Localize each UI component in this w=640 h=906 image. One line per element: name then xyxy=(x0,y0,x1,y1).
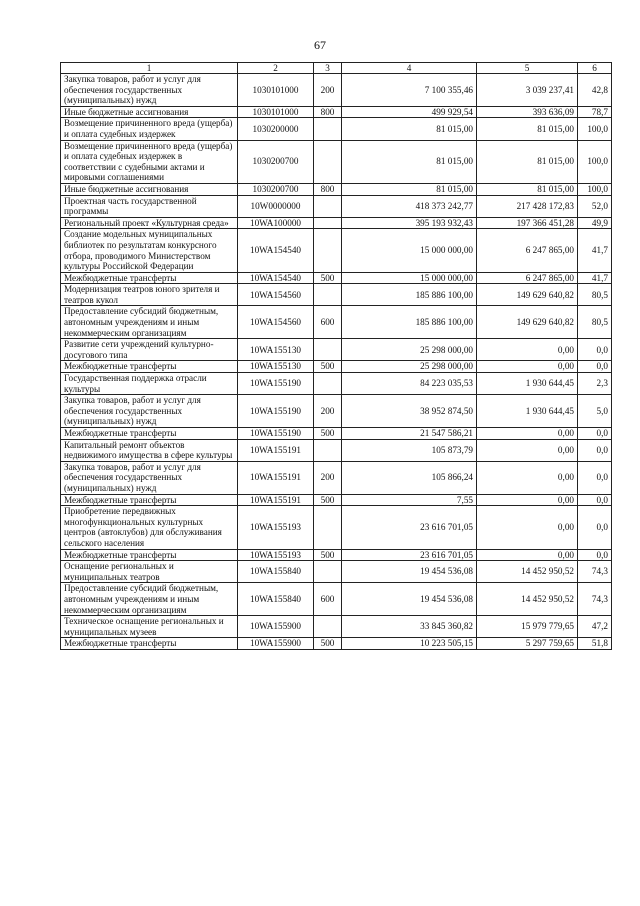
row-fact-amount: 0,00 xyxy=(477,339,578,361)
row-expense-type: 500 xyxy=(314,638,342,650)
table-row xyxy=(61,272,612,284)
table-row xyxy=(61,284,612,306)
row-code: 10WA155900 xyxy=(238,638,314,650)
row-expense-type: 200 xyxy=(314,395,342,428)
row-fact-amount: 0,00 xyxy=(477,361,578,373)
row-percent: 47,2 xyxy=(578,616,612,638)
table-row xyxy=(61,616,612,638)
table-row xyxy=(61,395,612,428)
table-row xyxy=(61,439,612,461)
row-name: Проектная часть государственной программы xyxy=(61,195,238,217)
row-expense-type: 600 xyxy=(314,583,342,616)
row-percent: 0,0 xyxy=(578,494,612,506)
row-expense-type xyxy=(314,140,342,183)
row-code: 10W0000000 xyxy=(238,195,314,217)
row-code: 10WA155190 xyxy=(238,373,314,395)
row-code: 1030101000 xyxy=(238,74,314,107)
row-expense-type: 500 xyxy=(314,361,342,373)
row-name: Межбюджетные трансферты xyxy=(61,361,238,373)
row-plan-amount: 418 373 242,77 xyxy=(342,195,477,217)
row-name: Капитальный ремонт объектов недвижимого имущества в сфере культуры xyxy=(61,439,238,461)
row-code: 10WA154560 xyxy=(238,284,314,306)
row-code: 10WA155190 xyxy=(238,395,314,428)
row-plan-amount: 19 454 536,08 xyxy=(342,583,477,616)
row-fact-amount: 6 247 865,00 xyxy=(477,229,578,272)
row-code: 10WA154540 xyxy=(238,272,314,284)
row-name: Развитие сети учреждений культурно-досугового типа xyxy=(61,339,238,361)
row-name: Региональный проект «Культурная среда» xyxy=(61,217,238,229)
row-code: 10WA155191 xyxy=(238,439,314,461)
table-row xyxy=(61,217,612,229)
row-plan-amount: 81 015,00 xyxy=(342,118,477,140)
row-plan-amount: 38 952 874,50 xyxy=(342,395,477,428)
row-plan-amount: 33 845 360,82 xyxy=(342,616,477,638)
row-fact-amount: 0,00 xyxy=(477,439,578,461)
row-name: Закупка товаров, работ и услуг для обеспечения государственных (муниципальных) нужд xyxy=(61,74,238,107)
row-percent: 42,8 xyxy=(578,74,612,107)
row-name: Техническое оснащение региональных и муниципальных музеев xyxy=(61,616,238,638)
row-percent: 5,0 xyxy=(578,395,612,428)
row-plan-amount: 185 886 100,00 xyxy=(342,284,477,306)
row-expense-type: 500 xyxy=(314,428,342,440)
row-plan-amount: 25 298 000,00 xyxy=(342,339,477,361)
row-plan-amount: 81 015,00 xyxy=(342,183,477,195)
row-fact-amount: 0,00 xyxy=(477,506,578,549)
page-number: 67 xyxy=(314,38,326,52)
table-row xyxy=(61,428,612,440)
row-expense-type xyxy=(314,561,342,583)
row-expense-type: 500 xyxy=(314,494,342,506)
row-code: 1030200700 xyxy=(238,183,314,195)
row-percent: 0,0 xyxy=(578,339,612,361)
row-plan-amount: 395 193 932,43 xyxy=(342,217,477,229)
row-name: Предоставление субсидий бюджетным, автономным учреждениям и иным некоммерческим организациям xyxy=(61,306,238,339)
row-percent: 78,7 xyxy=(578,106,612,118)
row-code: 10WA155190 xyxy=(238,428,314,440)
row-fact-amount: 5 297 759,65 xyxy=(477,638,578,650)
row-fact-amount: 149 629 640,82 xyxy=(477,306,578,339)
row-code: 10WA100000 xyxy=(238,217,314,229)
row-fact-amount: 217 428 172,83 xyxy=(477,195,578,217)
row-name: Приобретение передвижных многофункциональных культурных центров (автоклубов) для обслуживания сельского населения xyxy=(61,506,238,549)
table-row xyxy=(61,361,612,373)
row-fact-amount: 0,00 xyxy=(477,428,578,440)
row-percent: 74,3 xyxy=(578,583,612,616)
column-header: 1 xyxy=(61,63,238,74)
row-expense-type xyxy=(314,339,342,361)
row-fact-amount: 1 930 644,45 xyxy=(477,395,578,428)
row-expense-type xyxy=(314,195,342,217)
table-row xyxy=(61,549,612,561)
table-row xyxy=(61,461,612,494)
row-fact-amount: 149 629 640,82 xyxy=(477,284,578,306)
budget-table xyxy=(60,62,612,650)
row-code: 10WA155840 xyxy=(238,561,314,583)
table-row xyxy=(61,183,612,195)
row-name: Межбюджетные трансферты xyxy=(61,638,238,650)
row-expense-type: 200 xyxy=(314,461,342,494)
row-expense-type: 600 xyxy=(314,306,342,339)
row-plan-amount: 10 223 505,15 xyxy=(342,638,477,650)
row-percent: 100,0 xyxy=(578,140,612,183)
column-number-row xyxy=(61,63,612,74)
row-fact-amount: 6 247 865,00 xyxy=(477,272,578,284)
column-header: 4 xyxy=(342,63,477,74)
row-fact-amount: 3 039 237,41 xyxy=(477,74,578,107)
row-name: Оснащение региональных и муниципальных театров xyxy=(61,561,238,583)
row-fact-amount: 0,00 xyxy=(477,494,578,506)
column-header: 6 xyxy=(578,63,612,74)
table-row xyxy=(61,74,612,107)
table-row xyxy=(61,229,612,272)
row-percent: 74,3 xyxy=(578,561,612,583)
row-plan-amount: 15 000 000,00 xyxy=(342,229,477,272)
row-name: Иные бюджетные ассигнования xyxy=(61,183,238,195)
row-expense-type xyxy=(314,217,342,229)
row-name: Возмещение причиненного вреда (ущерба) и оплата судебных издержек xyxy=(61,118,238,140)
table-row xyxy=(61,118,612,140)
row-expense-type: 500 xyxy=(314,549,342,561)
row-name: Межбюджетные трансферты xyxy=(61,272,238,284)
row-percent: 41,7 xyxy=(578,272,612,284)
row-expense-type xyxy=(314,229,342,272)
row-fact-amount: 393 636,09 xyxy=(477,106,578,118)
table-row xyxy=(61,638,612,650)
row-expense-type xyxy=(314,616,342,638)
row-expense-type: 500 xyxy=(314,272,342,284)
row-code: 1030200000 xyxy=(238,118,314,140)
row-expense-type xyxy=(314,373,342,395)
row-plan-amount: 25 298 000,00 xyxy=(342,361,477,373)
row-percent: 0,0 xyxy=(578,439,612,461)
row-name: Межбюджетные трансферты xyxy=(61,494,238,506)
row-name: Создание модельных муниципальных библиотек по результатам конкурсного отбора, проводимого Министерством культуры Российской Федерации xyxy=(61,229,238,272)
table-row xyxy=(61,506,612,549)
table-row xyxy=(61,106,612,118)
row-fact-amount: 81 015,00 xyxy=(477,118,578,140)
row-expense-type xyxy=(314,284,342,306)
row-plan-amount: 81 015,00 xyxy=(342,140,477,183)
row-fact-amount: 14 452 950,52 xyxy=(477,583,578,616)
column-header: 2 xyxy=(238,63,314,74)
row-name: Предоставление субсидий бюджетным, автономным учреждениям и иным некоммерческим организациям xyxy=(61,583,238,616)
row-plan-amount: 7,55 xyxy=(342,494,477,506)
row-code: 1030200700 xyxy=(238,140,314,183)
row-fact-amount: 0,00 xyxy=(477,549,578,561)
row-name: Закупка товаров, работ и услуг для обеспечения государственных (муниципальных) нужд xyxy=(61,461,238,494)
row-percent: 0,0 xyxy=(578,461,612,494)
row-name: Государственная поддержка отрасли культуры xyxy=(61,373,238,395)
table-row xyxy=(61,195,612,217)
row-plan-amount: 105 873,79 xyxy=(342,439,477,461)
row-name: Закупка товаров, работ и услуг для обеспечения государственных (муниципальных) нужд xyxy=(61,395,238,428)
row-plan-amount: 23 616 701,05 xyxy=(342,549,477,561)
row-code: 10WA154560 xyxy=(238,306,314,339)
row-code: 10WA155900 xyxy=(238,616,314,638)
row-fact-amount: 1 930 644,45 xyxy=(477,373,578,395)
row-percent: 41,7 xyxy=(578,229,612,272)
row-percent: 0,0 xyxy=(578,506,612,549)
row-plan-amount: 23 616 701,05 xyxy=(342,506,477,549)
table-row xyxy=(61,494,612,506)
table-row xyxy=(61,561,612,583)
row-plan-amount: 7 100 355,46 xyxy=(342,74,477,107)
row-percent: 80,5 xyxy=(578,306,612,339)
row-plan-amount: 84 223 035,53 xyxy=(342,373,477,395)
row-percent: 0,0 xyxy=(578,428,612,440)
row-name: Модернизация театров юного зрителя и театров кукол xyxy=(61,284,238,306)
row-expense-type xyxy=(314,439,342,461)
row-percent: 0,0 xyxy=(578,361,612,373)
row-percent: 2,3 xyxy=(578,373,612,395)
row-percent: 51,8 xyxy=(578,638,612,650)
row-expense-type: 200 xyxy=(314,74,342,107)
row-percent: 49,9 xyxy=(578,217,612,229)
row-plan-amount: 105 866,24 xyxy=(342,461,477,494)
row-code: 10WA155191 xyxy=(238,461,314,494)
row-name: Возмещение причиненного вреда (ущерба) и оплата судебных издержек в соответствии с судебными актами и мировыми соглашениями xyxy=(61,140,238,183)
row-expense-type: 800 xyxy=(314,106,342,118)
row-percent: 100,0 xyxy=(578,183,612,195)
table-row xyxy=(61,339,612,361)
row-plan-amount: 21 547 586,21 xyxy=(342,428,477,440)
table-row xyxy=(61,306,612,339)
row-code: 10WA155840 xyxy=(238,583,314,616)
row-plan-amount: 185 886 100,00 xyxy=(342,306,477,339)
row-code: 10WA155193 xyxy=(238,506,314,549)
row-name: Межбюджетные трансферты xyxy=(61,428,238,440)
row-percent: 80,5 xyxy=(578,284,612,306)
row-percent: 52,0 xyxy=(578,195,612,217)
column-header: 5 xyxy=(477,63,578,74)
table-row xyxy=(61,373,612,395)
row-fact-amount: 197 366 451,28 xyxy=(477,217,578,229)
row-code: 10WA155130 xyxy=(238,339,314,361)
row-fact-amount: 81 015,00 xyxy=(477,140,578,183)
row-percent: 100,0 xyxy=(578,118,612,140)
row-plan-amount: 499 929,54 xyxy=(342,106,477,118)
row-plan-amount: 19 454 536,08 xyxy=(342,561,477,583)
table-row xyxy=(61,583,612,616)
row-fact-amount: 14 452 950,52 xyxy=(477,561,578,583)
row-code: 10WA155130 xyxy=(238,361,314,373)
row-code: 10WA155191 xyxy=(238,494,314,506)
row-code: 10WA155193 xyxy=(238,549,314,561)
row-code: 1030101000 xyxy=(238,106,314,118)
row-code: 10WA154540 xyxy=(238,229,314,272)
row-plan-amount: 15 000 000,00 xyxy=(342,272,477,284)
row-fact-amount: 0,00 xyxy=(477,461,578,494)
row-fact-amount: 81 015,00 xyxy=(477,183,578,195)
row-expense-type xyxy=(314,506,342,549)
row-name: Иные бюджетные ассигнования xyxy=(61,106,238,118)
column-header: 3 xyxy=(314,63,342,74)
table-row xyxy=(61,140,612,183)
row-expense-type: 800 xyxy=(314,183,342,195)
row-name: Межбюджетные трансферты xyxy=(61,549,238,561)
row-expense-type xyxy=(314,118,342,140)
row-percent: 0,0 xyxy=(578,549,612,561)
row-fact-amount: 15 979 779,65 xyxy=(477,616,578,638)
